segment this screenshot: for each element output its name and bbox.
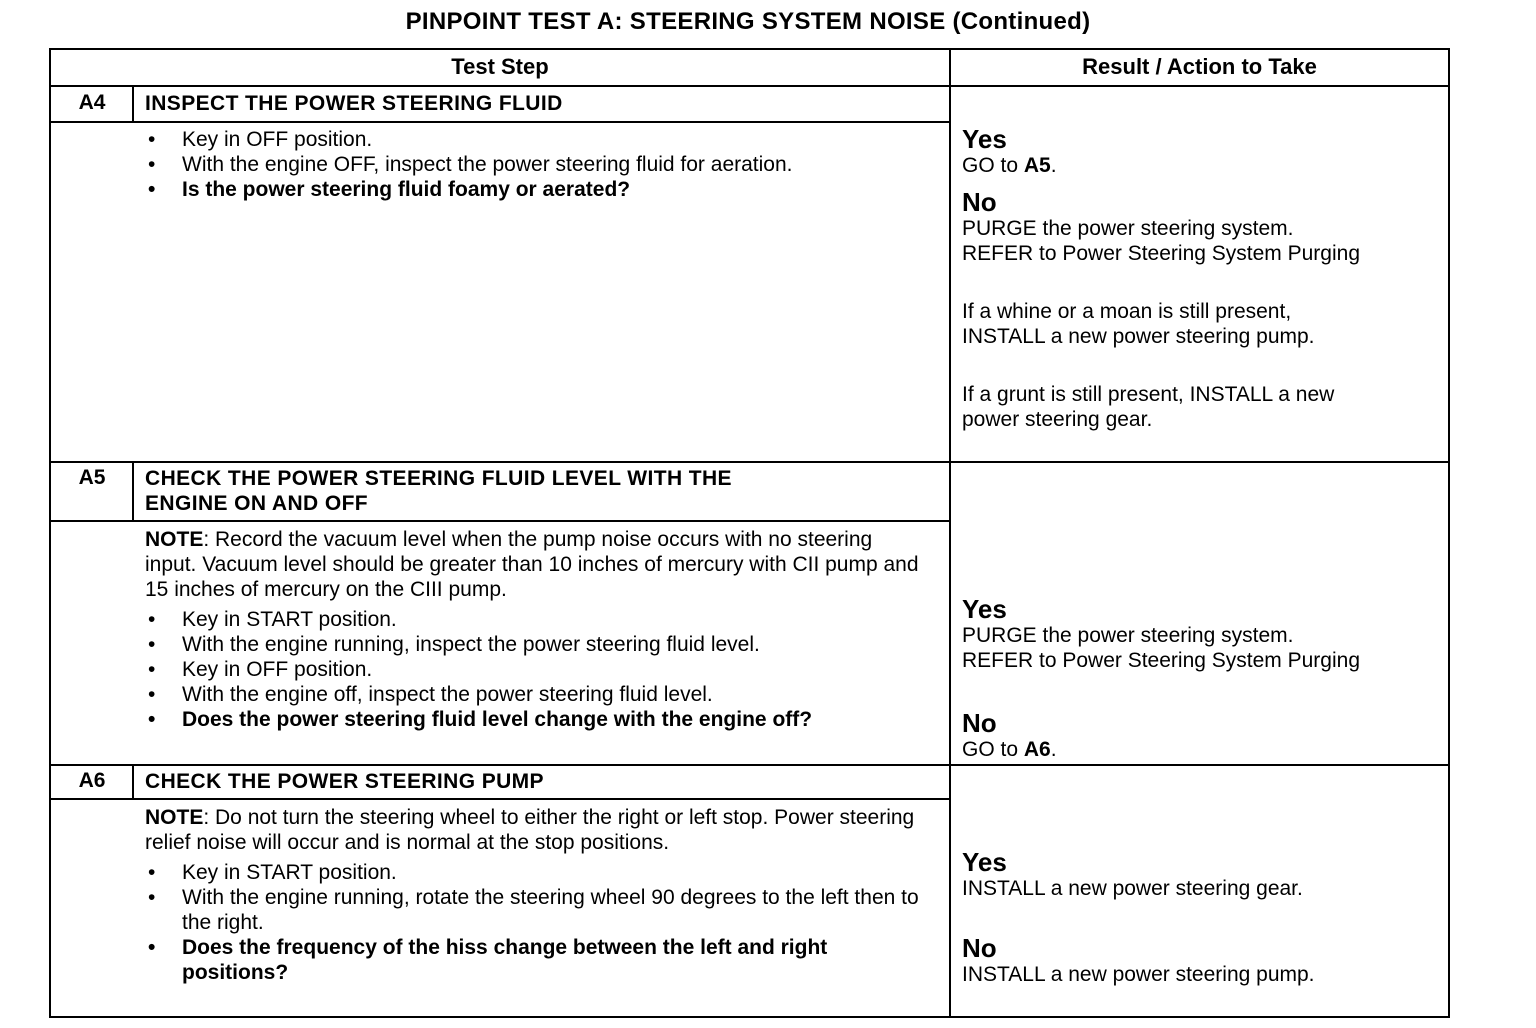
- note-text: : Do not turn the steering wheel to either the right or left stop. Power steering relief noise will occur and is normal at the stop positions.: [145, 806, 915, 854]
- step-title-divider-a4: [51, 121, 949, 123]
- step-title-line: ENGINE ON AND OFF: [145, 492, 369, 515]
- no-label: No: [962, 187, 997, 217]
- no-label: No: [962, 708, 997, 738]
- header-test-step: Test Step: [451, 54, 549, 79]
- yes-action-line: REFER to Power Steering System Purging: [962, 649, 1360, 672]
- note-text: : Record the vacuum level when the pump noise occurs with no steering input. Vacuum level should be greater than 10 inches of mercury with CII pump and 15 inches of mercury on the CIII pump.: [145, 528, 919, 601]
- yes-label: Yes: [962, 847, 1007, 877]
- header-result-action: Result / Action to Take: [1082, 54, 1317, 79]
- list-item: • Key in START position.: [145, 860, 925, 885]
- step-body-a4: [145, 127, 945, 202]
- step-title-a6: CHECK THE POWER STEERING PUMP: [145, 770, 544, 793]
- step-body-a6: [145, 805, 925, 985]
- step-title-divider-a5: [51, 520, 949, 522]
- step-divider-a5-a6: [51, 764, 1448, 766]
- no-action-line: INSTALL a new power steering pump.: [962, 325, 1315, 348]
- yes-action-line: INSTALL a new power steering gear.: [962, 877, 1303, 900]
- step-id-a5: A5: [78, 466, 106, 489]
- step-title-a4: INSPECT THE POWER STEERING FLUID: [145, 92, 563, 115]
- no-action-line: power steering gear.: [962, 408, 1153, 431]
- step-id-a6: A6: [78, 769, 106, 792]
- no-action-text: GO to: [962, 738, 1024, 761]
- step-question-a4: • Is the power steering fluid foamy or aerated?: [145, 177, 945, 202]
- list-item: • Key in START position.: [145, 607, 925, 632]
- no-action-line: If a grunt is still present, INSTALL a new: [962, 383, 1335, 406]
- step-id-a4: A4: [78, 91, 106, 114]
- yes-action-line: PURGE the power steering system.: [962, 624, 1294, 647]
- step-title-a5: [145, 466, 945, 516]
- step-title-divider-a6: [51, 798, 949, 800]
- list-item: • Key in OFF position.: [145, 127, 945, 152]
- page-title: PINPOINT TEST A: STEERING SYSTEM NOISE (Continued): [405, 8, 1091, 35]
- no-action-line: REFER to Power Steering System Purging: [962, 242, 1360, 265]
- no-action-line: PURGE the power steering system.: [962, 217, 1294, 240]
- yes-label: Yes: [962, 594, 1007, 624]
- list-item: • With the engine off, inspect the power steering fluid level.: [145, 682, 925, 707]
- no-action-line: INSTALL a new power steering pump.: [962, 963, 1315, 986]
- no-action-a5: [962, 737, 1448, 762]
- header-divider: [51, 85, 1448, 87]
- yes-action-a4: [962, 153, 1448, 178]
- result-a5: [962, 595, 1448, 762]
- list-item: • With the engine running, inspect the power steering fluid level.: [145, 632, 925, 657]
- note-label: NOTE: [145, 806, 204, 829]
- result-a4: [962, 125, 1448, 432]
- list-item: • With the engine OFF, inspect the power steering fluid for aeration.: [145, 152, 842, 177]
- yes-label: Yes: [962, 124, 1007, 154]
- list-item: • With the engine running, rotate the steering wheel 90 degrees to the left then to the right.: [145, 885, 925, 935]
- note-a5: [145, 527, 925, 602]
- step-title-line: CHECK THE POWER STEERING FLUID LEVEL WITH THE: [145, 467, 732, 490]
- no-action-line: If a whine or a moan is still present,: [962, 300, 1292, 323]
- no-action-suffix: .: [1050, 738, 1057, 761]
- step-divider-a4-a5: [51, 461, 1448, 463]
- yes-action-suffix: .: [1050, 154, 1057, 177]
- pinpoint-test-table: [49, 48, 1450, 1018]
- column-divider: [949, 50, 951, 1016]
- step-question-a5: • Does the power steering fluid level change with the engine off?: [145, 707, 925, 732]
- list-item: • Key in OFF position.: [145, 657, 925, 682]
- note-label: NOTE: [145, 528, 204, 551]
- step-ref-a6: A6: [1023, 738, 1051, 761]
- yes-action-text: GO to: [962, 154, 1024, 177]
- result-a6: [962, 848, 1448, 987]
- no-label: No: [962, 933, 997, 963]
- step-question-a6: • Does the frequency of the hiss change between the left and right positions?: [145, 935, 925, 985]
- step-ref-a5: A5: [1023, 154, 1051, 177]
- note-a6: [145, 805, 925, 855]
- step-body-a5: [145, 527, 925, 732]
